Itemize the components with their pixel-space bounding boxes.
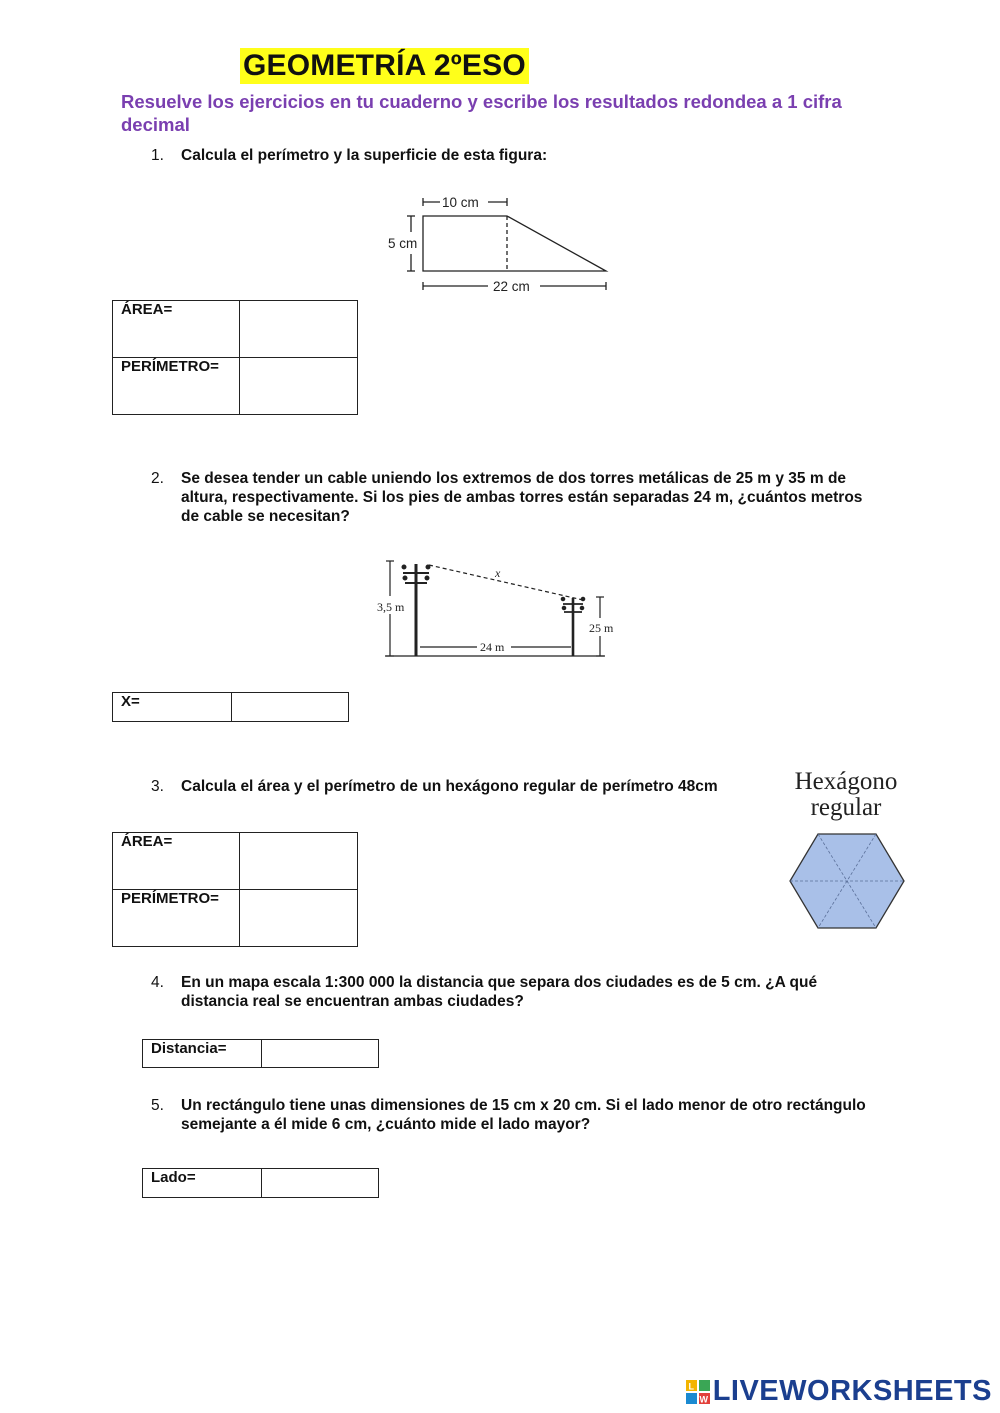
question-text: En un mapa escala 1:300 000 la distancia que separa dos ciudades es de 5 cm. ¿A qué distancia real se encuentran ambas ciudades? — [181, 974, 818, 1010]
towers-figure — [375, 556, 620, 661]
perimeter-answer-field[interactable] — [240, 358, 358, 415]
hexagon-figure — [786, 831, 908, 933]
cable-line — [429, 565, 583, 600]
trapezoid-shape — [423, 216, 606, 271]
right-height-label: 25 m — [589, 621, 614, 635]
question-2 — [151, 469, 891, 529]
question-5 — [151, 1096, 891, 1136]
area-answer-field[interactable] — [240, 301, 358, 358]
hexagon-caption — [781, 769, 911, 821]
bottom-dimension-label: 22 cm — [493, 279, 530, 294]
perimeter-label: PERÍMETRO= — [113, 358, 240, 415]
area-label: ÁREA= — [113, 833, 240, 890]
instructions: Resuelve los ejercicios en tu cuaderno y escribe los resultados redondea a 1 cifra decimal — [121, 91, 842, 135]
base-label: 24 m — [480, 640, 505, 654]
cable-label: x — [495, 566, 501, 580]
question-1 — [151, 146, 891, 168]
question-number: 3. — [151, 778, 164, 795]
x-answer-field[interactable] — [232, 693, 349, 722]
question-4 — [151, 973, 891, 1013]
question-3 — [151, 777, 791, 799]
logo-icon — [685, 1379, 711, 1405]
hexagon-caption-line2: regular — [810, 794, 882, 821]
side-answer-field[interactable] — [262, 1169, 379, 1198]
page-title: GEOMETRÍA 2ºESO — [240, 48, 529, 84]
top-dimension-label: 10 cm — [442, 195, 479, 210]
question-text: Calcula el perímetro y la superficie de esta figura: — [181, 147, 548, 164]
x-label: X= — [113, 693, 232, 722]
question-number: 4. — [151, 974, 164, 991]
distance-answer-field[interactable] — [262, 1040, 379, 1068]
area-answer-field[interactable] — [240, 833, 358, 890]
logo-icon-letter-l: L — [688, 1381, 695, 1391]
perimeter-label: PERÍMETRO= — [113, 890, 240, 947]
q1-answer-table — [112, 300, 358, 415]
left-tower — [402, 564, 430, 656]
logo-icon-letter-w: W — [699, 1394, 709, 1404]
q5-answer-table — [142, 1168, 379, 1198]
question-number: 2. — [151, 470, 164, 487]
left-dimension-label: 5 cm — [388, 236, 418, 251]
side-label: Lado= — [143, 1169, 262, 1198]
distance-label: Distancia= — [143, 1040, 262, 1068]
liveworksheets-logo — [685, 1375, 992, 1408]
question-text: Un rectángulo tiene unas dimensiones de 15 cm x 20 cm. Si el lado menor de otro rectángulo semejante a él mide 6 cm, ¿cuánto mide el lado mayor? — [181, 1097, 866, 1133]
logo-text: LIVEWORKSHEETS — [712, 1375, 992, 1407]
question-number: 5. — [151, 1097, 164, 1114]
q2-answer-table — [112, 692, 349, 722]
q3-answer-table — [112, 832, 358, 947]
perimeter-answer-field[interactable] — [240, 890, 358, 947]
q4-answer-table — [142, 1039, 379, 1068]
question-text: Calcula el área y el perímetro de un hexágono regular de perímetro 48cm — [181, 778, 718, 795]
left-height-label: 3,5 m — [377, 600, 405, 614]
trapezoid-figure — [380, 192, 620, 297]
hexagon-caption-line1: Hexágono — [794, 768, 898, 795]
area-label: ÁREA= — [113, 301, 240, 358]
question-text: Se desea tender un cable uniendo los extremos de dos torres metálicas de 25 m y 35 m de altura, respectivamente. Si los pies de ambas torres están separadas 24 m, ¿cuántos metros de cable se necesitan? — [181, 470, 863, 525]
question-number: 1. — [151, 147, 164, 164]
